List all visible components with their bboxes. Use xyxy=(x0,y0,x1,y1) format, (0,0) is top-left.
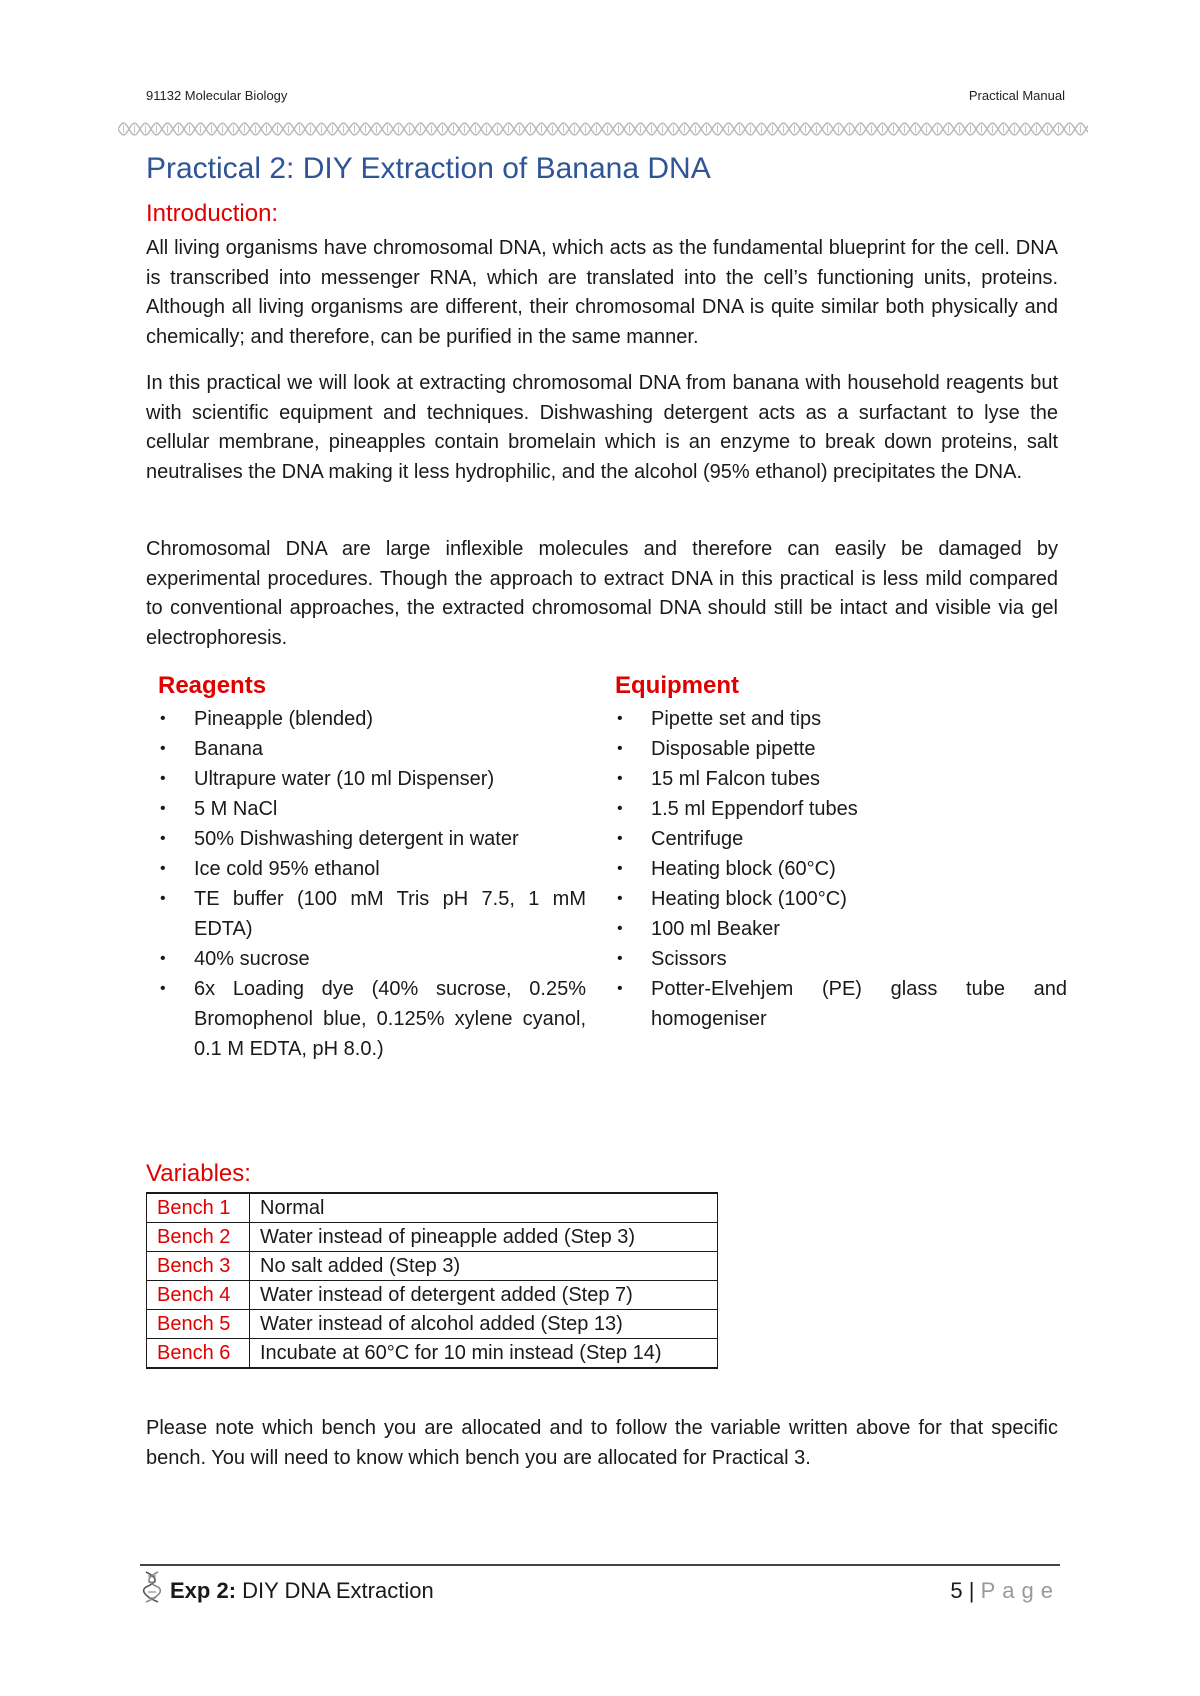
dna-icon xyxy=(142,1570,162,1604)
bullet-icon: • xyxy=(617,890,623,907)
list-item: • 100 ml Beaker xyxy=(603,914,1067,944)
variable-cell: Incubate at 60°C for 10 min instead (Step 14) xyxy=(250,1339,718,1369)
bullet-icon: • xyxy=(160,950,166,967)
variable-cell: No salt added (Step 3) xyxy=(250,1252,718,1281)
equipment-heading: Equipment xyxy=(615,672,739,699)
table-row xyxy=(147,1193,718,1223)
bullet-icon: • xyxy=(617,740,623,757)
list-item: • Heating block (60°C) xyxy=(603,854,1067,884)
table-row xyxy=(147,1252,718,1281)
footer-exp-label: Exp 2: xyxy=(170,1578,237,1603)
bullet-icon: • xyxy=(160,740,166,757)
variable-cell: Normal xyxy=(250,1193,718,1223)
bullet-icon: • xyxy=(160,770,166,787)
bullet-icon: • xyxy=(617,830,623,847)
bullet-icon: • xyxy=(617,770,623,787)
footer-page-number xyxy=(950,1578,1060,1604)
list-item: • 15 ml Falcon tubes xyxy=(603,764,1067,794)
footer-divider xyxy=(140,1564,1060,1566)
header-course: 91132 Molecular Biology xyxy=(146,88,288,103)
table-row xyxy=(147,1339,718,1369)
bench-cell: Bench 5 xyxy=(147,1310,250,1339)
list-item: • 40% sucrose xyxy=(146,944,586,974)
reagents-heading: Reagents xyxy=(158,672,267,699)
equipment-list xyxy=(603,704,1067,1034)
reagents-list xyxy=(146,704,586,1064)
list-item: • Scissors xyxy=(603,944,1067,974)
variable-cell: Water instead of pineapple added (Step 3) xyxy=(250,1223,718,1252)
bullet-icon: • xyxy=(160,830,166,847)
reagents-section xyxy=(146,672,586,1064)
bullet-icon: • xyxy=(160,710,166,727)
table-row xyxy=(147,1310,718,1339)
page-separator: | xyxy=(962,1578,981,1603)
bench-cell: Bench 3 xyxy=(147,1252,250,1281)
bench-cell: Bench 2 xyxy=(147,1223,250,1252)
bullet-icon: • xyxy=(617,950,623,967)
list-item: • Banana xyxy=(146,734,586,764)
page-number: 5 xyxy=(950,1578,963,1603)
list-item: • Centrifuge xyxy=(603,824,1067,854)
header-manual: Practical Manual xyxy=(968,88,1065,103)
bullet-icon: • xyxy=(617,800,623,817)
bullet-icon: • xyxy=(617,980,623,997)
variables-table xyxy=(146,1192,718,1369)
bullet-icon: • xyxy=(617,920,623,937)
list-item: • 50% Dishwashing detergent in water xyxy=(146,824,586,854)
dna-helix-band-icon xyxy=(118,121,1088,137)
list-item: • Ultrapure water (10 ml Dispenser) xyxy=(146,764,586,794)
bullet-icon: • xyxy=(160,800,166,817)
table-row xyxy=(147,1281,718,1310)
list-item: • Potter-Elvehjem (PE) glass tube and homogeniser xyxy=(603,974,1067,1034)
list-item: • 5 M NaCl xyxy=(146,794,586,824)
variable-cell: Water instead of detergent added (Step 7) xyxy=(250,1281,718,1310)
bullet-icon: • xyxy=(617,710,623,727)
bench-cell: Bench 6 xyxy=(147,1339,250,1369)
bench-cell: Bench 4 xyxy=(147,1281,250,1310)
list-item: • 6x Loading dye (40% sucrose, 0.25% Bromophenol blue, 0.125% xylene cyanol, 0.1 M EDTA, pH 8.0.) xyxy=(146,974,586,1064)
list-item: • TE buffer (100 mM Tris pH 7.5, 1 mM EDTA) xyxy=(146,884,586,944)
footer-experiment xyxy=(170,1578,434,1604)
intro-paragraph-1: All living organisms have chromosomal DNA, which acts as the fundamental blueprint for the cell. DNA is transcribed into messenger RNA, which are translated into the cell’s functioning units, proteins. Although all living organisms are different, their chromosomal DNA is quite similar both physically and chemically; and therefore, can be purified in the same manner. xyxy=(146,237,1058,348)
list-item: • Heating block (100°C) xyxy=(603,884,1067,914)
variables-heading: Variables: xyxy=(146,1160,251,1187)
introduction-heading: Introduction: xyxy=(146,200,279,227)
bullet-icon: • xyxy=(617,860,623,877)
list-item: • Pineapple (blended) xyxy=(146,704,586,734)
page-title: Practical 2: DIY Extraction of Banana DNA xyxy=(146,152,711,185)
list-item: • 1.5 ml Eppendorf tubes xyxy=(603,794,1067,824)
intro-paragraph-2: In this practical we will look at extracting chromosomal DNA from banana with household reagents but with scientific equipment and techniques. Dishwashing detergent acts as a surfactant to lyse the cellular membrane, pineapples contain bromelain which is an enzyme to break down proteins, salt neutralises the DNA making it less hydrophilic, and the alcohol (95% ethanol) precipitates the DNA. xyxy=(146,372,1058,483)
bullet-icon: • xyxy=(160,860,166,877)
page-word: Page xyxy=(980,1578,1060,1603)
bullet-icon: • xyxy=(160,980,166,997)
bullet-icon: • xyxy=(160,890,166,907)
intro-paragraph-3: Chromosomal DNA are large inflexible molecules and therefore can easily be damaged by experimental procedures. Though the approach to extract DNA in this practical is less mild compared to conventional approaches, the extracted chromosomal DNA should still be intact and visible via gel electrophoresis. xyxy=(146,538,1058,649)
list-item: • Ice cold 95% ethanol xyxy=(146,854,586,884)
bench-note: Please note which bench you are allocated and to follow the variable written above for that specific bench. You will need to know which bench you are allocated for Practical 3. xyxy=(146,1417,1058,1469)
list-item: • Pipette set and tips xyxy=(603,704,1067,734)
table-row xyxy=(147,1223,718,1252)
equipment-section xyxy=(603,672,1067,1034)
footer-exp-title: DIY DNA Extraction xyxy=(236,1578,434,1603)
list-item: • Disposable pipette xyxy=(603,734,1067,764)
variable-cell: Water instead of alcohol added (Step 13) xyxy=(250,1310,718,1339)
bench-cell: Bench 1 xyxy=(147,1193,250,1223)
